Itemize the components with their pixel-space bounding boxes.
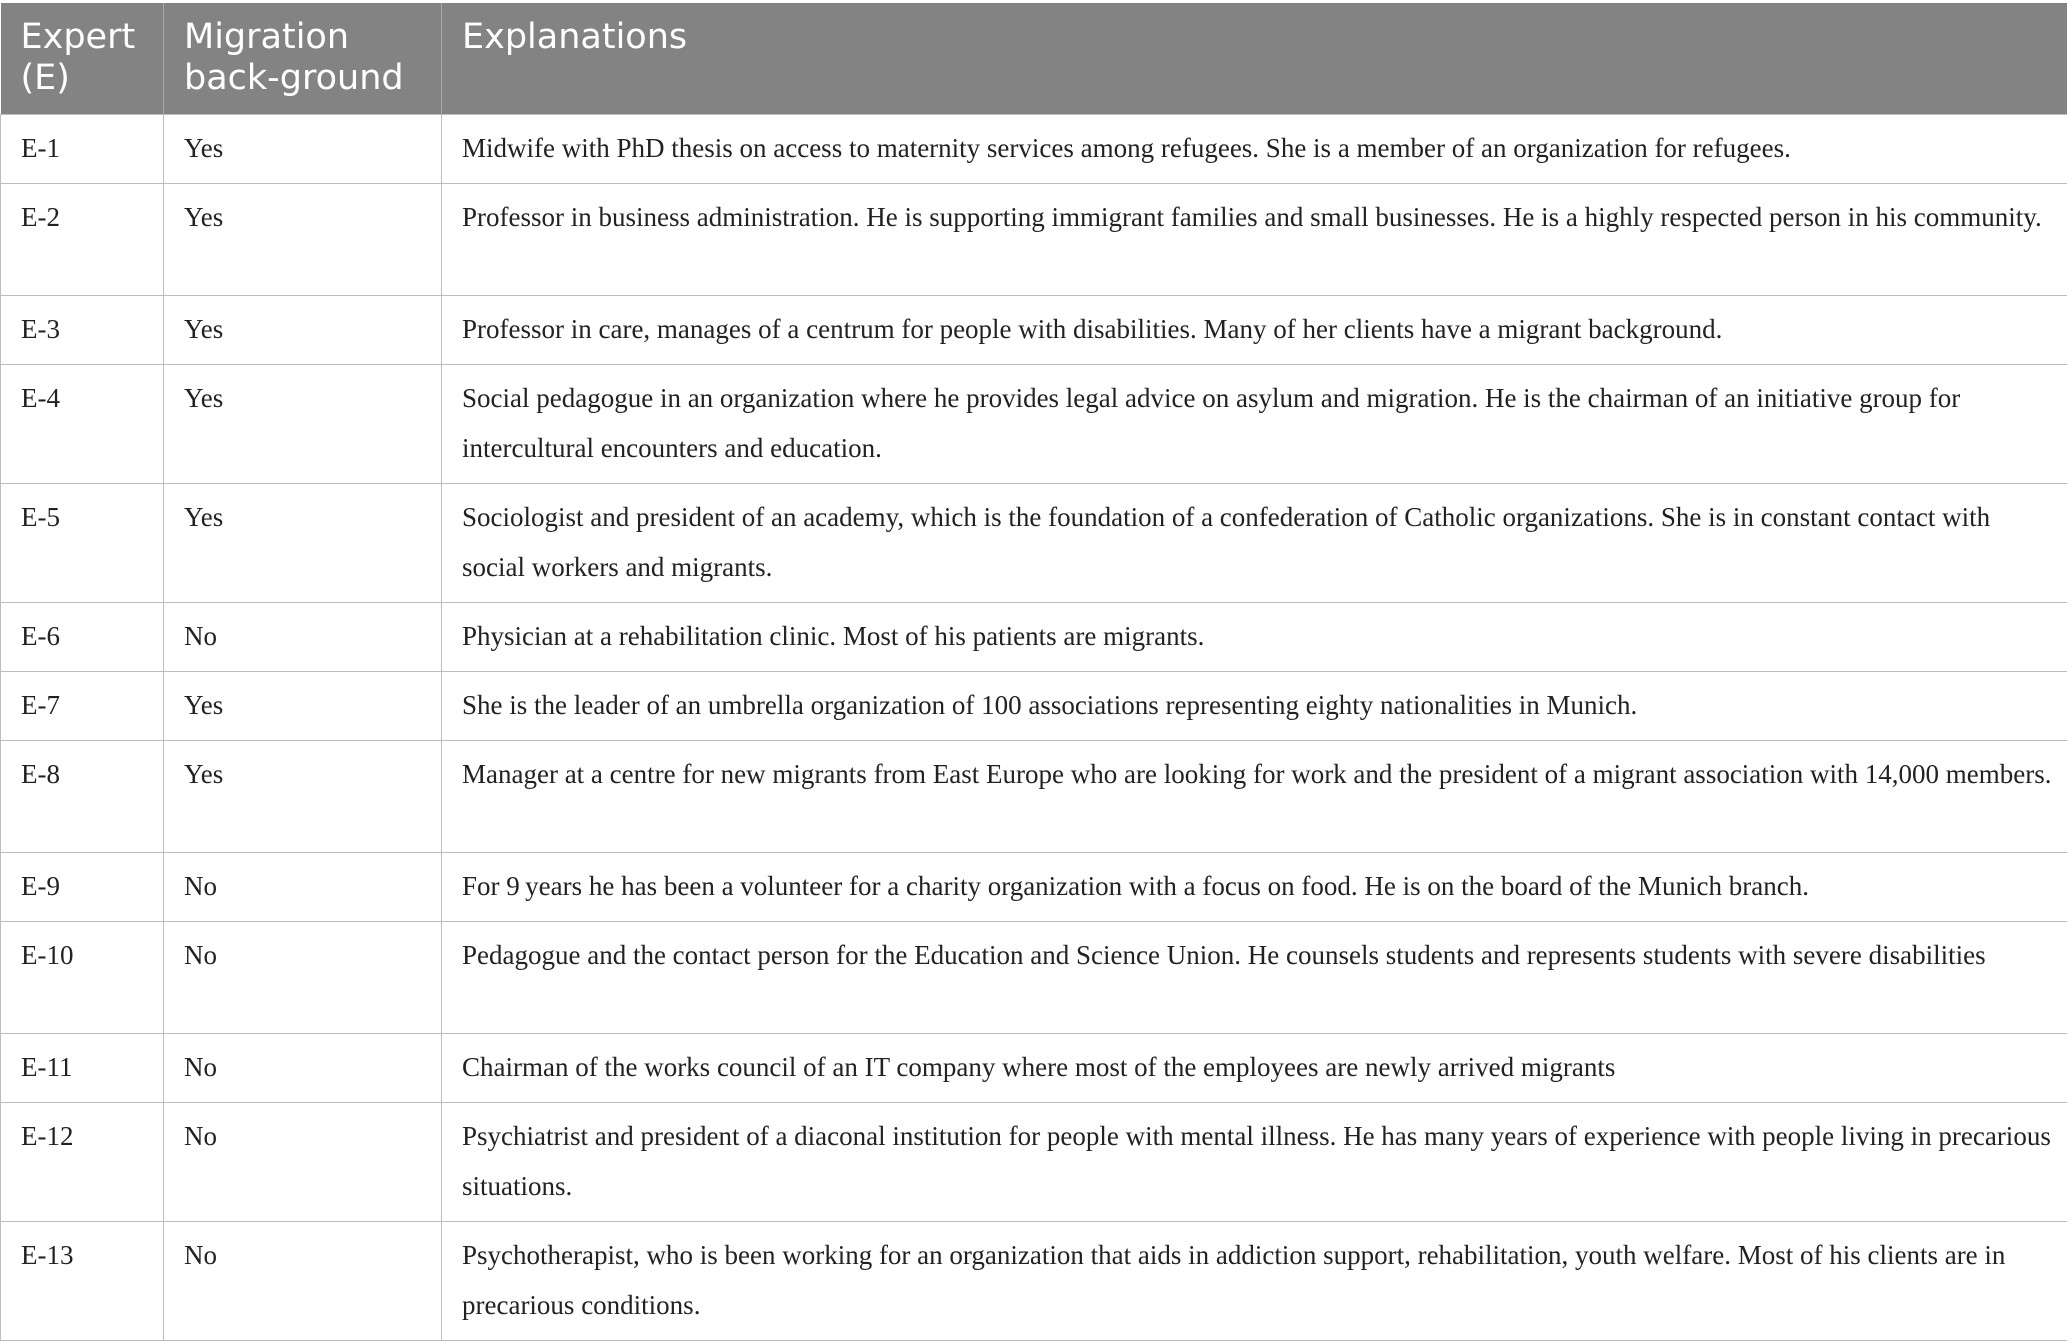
- cell-expert: E-11: [1, 1034, 164, 1103]
- header-migration-line-2: back-ground: [184, 58, 404, 98]
- table-row: [1, 365, 2067, 484]
- cell-migration: No: [164, 603, 442, 672]
- cell-expert: E-8: [1, 741, 164, 853]
- expert-table: [0, 3, 2067, 1341]
- table-body: [1, 115, 2067, 1341]
- cell-expert: E-6: [1, 603, 164, 672]
- cell-migration: Yes: [164, 484, 442, 603]
- cell-migration: Yes: [164, 184, 442, 296]
- header-migration: [164, 3, 442, 115]
- cell-expert: E-5: [1, 484, 164, 603]
- table-row: [1, 741, 2067, 853]
- table-row: [1, 672, 2067, 741]
- table-row: [1, 484, 2067, 603]
- cell-expert: E-12: [1, 1103, 164, 1222]
- header-expert-line-1: Expert: [21, 17, 136, 57]
- cell-explanation: Professor in business administration. He is supporting immigrant families and small businesses. He is a highly respected person in his community.: [442, 184, 2067, 296]
- cell-explanation: Psychotherapist, who is been working for an organization that aids in addiction support, rehabilitation, youth welfare. Most of his clients are in precarious conditions.: [442, 1222, 2067, 1341]
- cell-explanation: Psychiatrist and president of a diaconal institution for people with mental illness. He has many years of experience with people living in precarious situations.: [442, 1103, 2067, 1222]
- cell-migration: No: [164, 1034, 442, 1103]
- cell-migration: Yes: [164, 741, 442, 853]
- cell-explanation: Sociologist and president of an academy, which is the foundation of a confederation of Catholic organizations. She is in constant contact with social workers and migrants.: [442, 484, 2067, 603]
- header-migration-line-1: Migration: [184, 17, 349, 57]
- cell-explanation: Pedagogue and the contact person for the Education and Science Union. He counsels students and represents students with severe disabilities: [442, 922, 2067, 1034]
- cell-expert: E-13: [1, 1222, 164, 1341]
- table-row: [1, 1103, 2067, 1222]
- header-expert: [1, 3, 164, 115]
- cell-migration: No: [164, 922, 442, 1034]
- table-row: [1, 184, 2067, 296]
- cell-migration: Yes: [164, 365, 442, 484]
- header-expert-line-2: (E): [21, 58, 70, 98]
- cell-expert: E-7: [1, 672, 164, 741]
- cell-expert: E-4: [1, 365, 164, 484]
- cell-migration: No: [164, 1103, 442, 1222]
- cell-expert: E-3: [1, 296, 164, 365]
- cell-explanation: Physician at a rehabilitation clinic. Most of his patients are migrants.: [442, 603, 2067, 672]
- table-row: [1, 922, 2067, 1034]
- cell-migration: Yes: [164, 296, 442, 365]
- table-row: [1, 1034, 2067, 1103]
- header-explanations: Explanations: [442, 3, 2067, 115]
- cell-explanation: Chairman of the works council of an IT company where most of the employees are newly arrived migrants: [442, 1034, 2067, 1103]
- cell-migration: Yes: [164, 672, 442, 741]
- table-row: [1, 1222, 2067, 1341]
- cell-explanation: Manager at a centre for new migrants from East Europe who are looking for work and the president of a migrant association with 14,000 members.: [442, 741, 2067, 853]
- cell-explanation: Midwife with PhD thesis on access to maternity services among refugees. She is a member of an organization for refugees.: [442, 115, 2067, 184]
- cell-migration: Yes: [164, 115, 442, 184]
- table-row: [1, 853, 2067, 922]
- table-header: [1, 3, 2067, 115]
- cell-expert: E-9: [1, 853, 164, 922]
- table-row: [1, 603, 2067, 672]
- cell-explanation: For 9 years he has been a volunteer for a charity organization with a focus on food. He is on the board of the Munich branch.: [442, 853, 2067, 922]
- cell-expert: E-1: [1, 115, 164, 184]
- table-row: [1, 296, 2067, 365]
- cell-migration: No: [164, 1222, 442, 1341]
- cell-expert: E-2: [1, 184, 164, 296]
- cell-explanation: Social pedagogue in an organization where he provides legal advice on asylum and migration. He is the chairman of an initiative group for intercultural encounters and education.: [442, 365, 2067, 484]
- table-row: [1, 115, 2067, 184]
- cell-explanation: Professor in care, manages of a centrum for people with disabilities. Many of her clients have a migrant background.: [442, 296, 2067, 365]
- cell-expert: E-10: [1, 922, 164, 1034]
- cell-migration: No: [164, 853, 442, 922]
- header-row: [1, 3, 2067, 115]
- expert-table-container: [0, 3, 2067, 1341]
- cell-explanation: She is the leader of an umbrella organization of 100 associations representing eighty nationalities in Munich.: [442, 672, 2067, 741]
